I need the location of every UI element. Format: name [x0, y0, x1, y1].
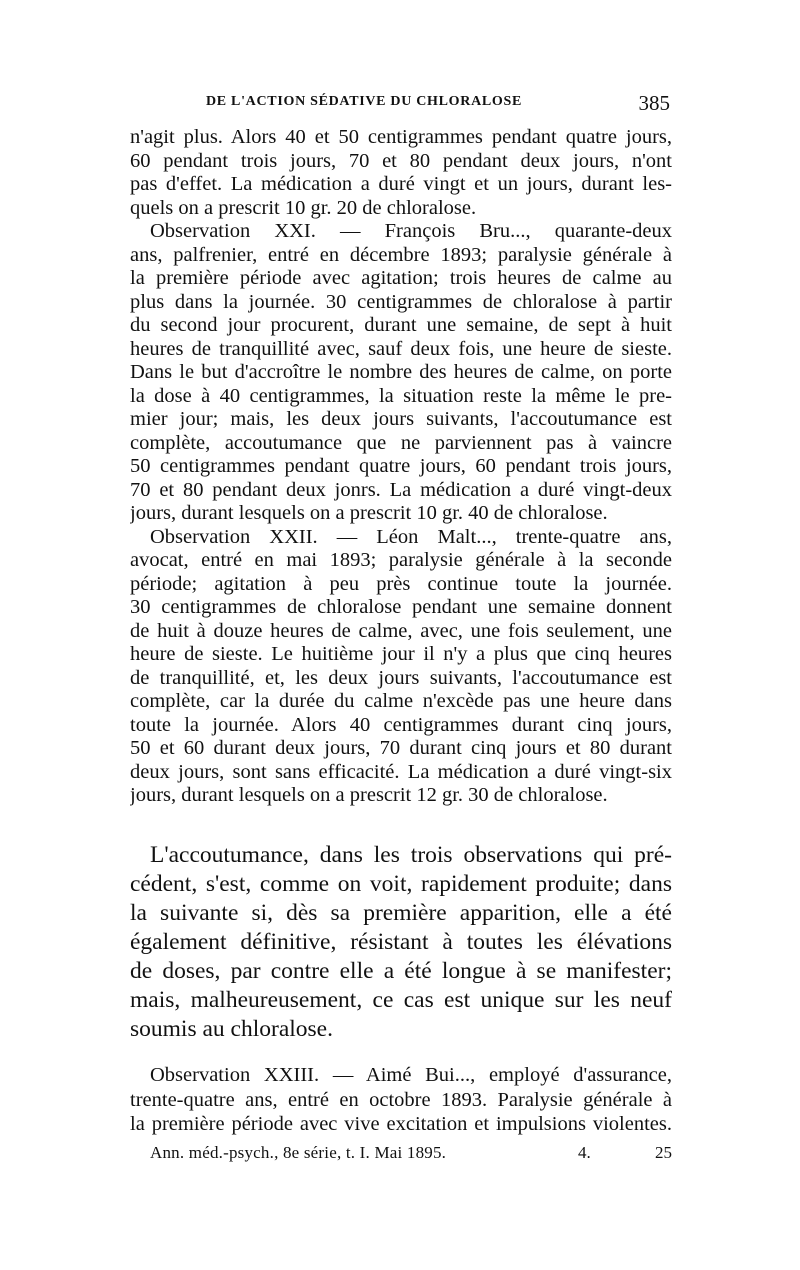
text-line: la première période avec vive excitation et impulsions violentes.: [130, 1113, 672, 1135]
running-header: [206, 91, 670, 118]
text-line: heures de tranquillité avec, sauf deux fois, une heure de sieste.: [130, 338, 672, 360]
folio-number: 25: [655, 1143, 672, 1162]
text-line: deux jours, sont sans efficacité. La médication a duré vingt-six: [130, 761, 672, 783]
text-line: trente-quatre ans, entré en octobre 1893. Paralysie générale à: [130, 1089, 672, 1111]
text-line: la dose à 40 centigrammes, la situation reste la même le pre-: [130, 385, 672, 407]
text-line: Dans le but d'accroître le nombre des heures de calme, on porte: [130, 361, 672, 383]
text-line: de huit à douze heures de calme, avec, une fois seulement, une: [130, 620, 672, 642]
text-line: 70 et 80 pendant deux jonrs. La médication a duré vingt-deux: [130, 479, 672, 501]
text-line: avocat, entré en mai 1893; paralysie générale à la seconde: [130, 549, 672, 571]
large-text-line: également définitive, résistant à toutes les élévations: [130, 929, 672, 955]
text-line: 60 pendant trois jours, 70 et 80 pendant deux jours, n'ont: [130, 150, 672, 172]
page-number: 385: [638, 91, 670, 115]
text-line: 50 et 60 durant deux jours, 70 durant cinq jours et 80 durant: [130, 737, 672, 759]
text-line: 50 centigrammes pendant quatre jours, 60 pendant trois jours,: [130, 455, 672, 477]
text-line: pas d'effet. La médication a duré vingt et un jours, durant les-: [130, 173, 672, 195]
large-text-line: de doses, par contre elle a été longue à se manifester;: [130, 958, 672, 984]
text-line: 30 centigrammes de chloralose pendant une semaine donnent: [130, 596, 672, 618]
text-line: complète, car la durée du calme n'excède pas une heure dans: [130, 690, 672, 712]
text-line: la première période avec agitation; trois heures de calme au: [130, 267, 672, 289]
signature-mark: 4.: [578, 1143, 591, 1162]
observation-heading-line: Observation XXI. — François Bru..., quarante-deux: [150, 220, 672, 242]
text-line: jours, durant lesquels on a prescrit 10 gr. 40 de chloralose.: [130, 502, 608, 524]
text-line: toute la journée. Alors 40 centigrammes durant cinq jours,: [130, 714, 672, 736]
observation-heading-line: Observation XXIII. — Aimé Bui..., employé d'assurance,: [150, 1064, 672, 1086]
text-line: ans, palfrenier, entré en décembre 1893; paralysie générale à: [130, 244, 672, 266]
large-text-line: la suivante si, dès sa première apparition, elle a été: [130, 900, 672, 926]
text-line: période; agitation à peu près continue toute la journée.: [130, 573, 672, 595]
text-line: du second jour procurent, durant une semaine, de sept à huit: [130, 314, 672, 336]
large-text-line: L'accoutumance, dans les trois observations qui pré-: [150, 842, 672, 868]
text-line: complète, accoutumance que ne parviennent pas à vaincre: [130, 432, 672, 454]
large-text-line: mais, malheureusement, ce cas est unique sur les neuf: [130, 987, 672, 1013]
text-line: de tranquillité, et, les deux jours suivants, l'accoutumance est: [130, 667, 672, 689]
text-line: n'agit plus. Alors 40 et 50 centigrammes pendant quatre jours,: [130, 126, 672, 148]
page-footer: [150, 1143, 672, 1165]
journal-reference: Ann. méd.-psych., 8e série, t. I. Mai 1895.: [150, 1143, 447, 1162]
text-line: jours, durant lesquels on a prescrit 12 gr. 30 de chloralose.: [130, 784, 608, 806]
text-line: plus dans la journée. 30 centigrammes de chloralose à partir: [130, 291, 672, 313]
large-text-line: soumis au chloralose.: [130, 1016, 333, 1042]
text-line: mier jour; mais, les deux jours suivants, l'accoutumance est: [130, 408, 672, 430]
running-title: DE L'ACTION SÉDATIVE DU CHLORALOSE: [206, 94, 523, 109]
text-line: heure de sieste. Le huitième jour il n'y a plus que cinq heures: [130, 643, 672, 665]
large-text-line: cédent, s'est, comme on voit, rapidement produite; dans: [130, 871, 672, 897]
observation-heading-line: Observation XXII. — Léon Malt..., trente-quatre ans,: [150, 526, 672, 548]
text-line: quels on a prescrit 10 gr. 20 de chloralose.: [130, 197, 477, 219]
